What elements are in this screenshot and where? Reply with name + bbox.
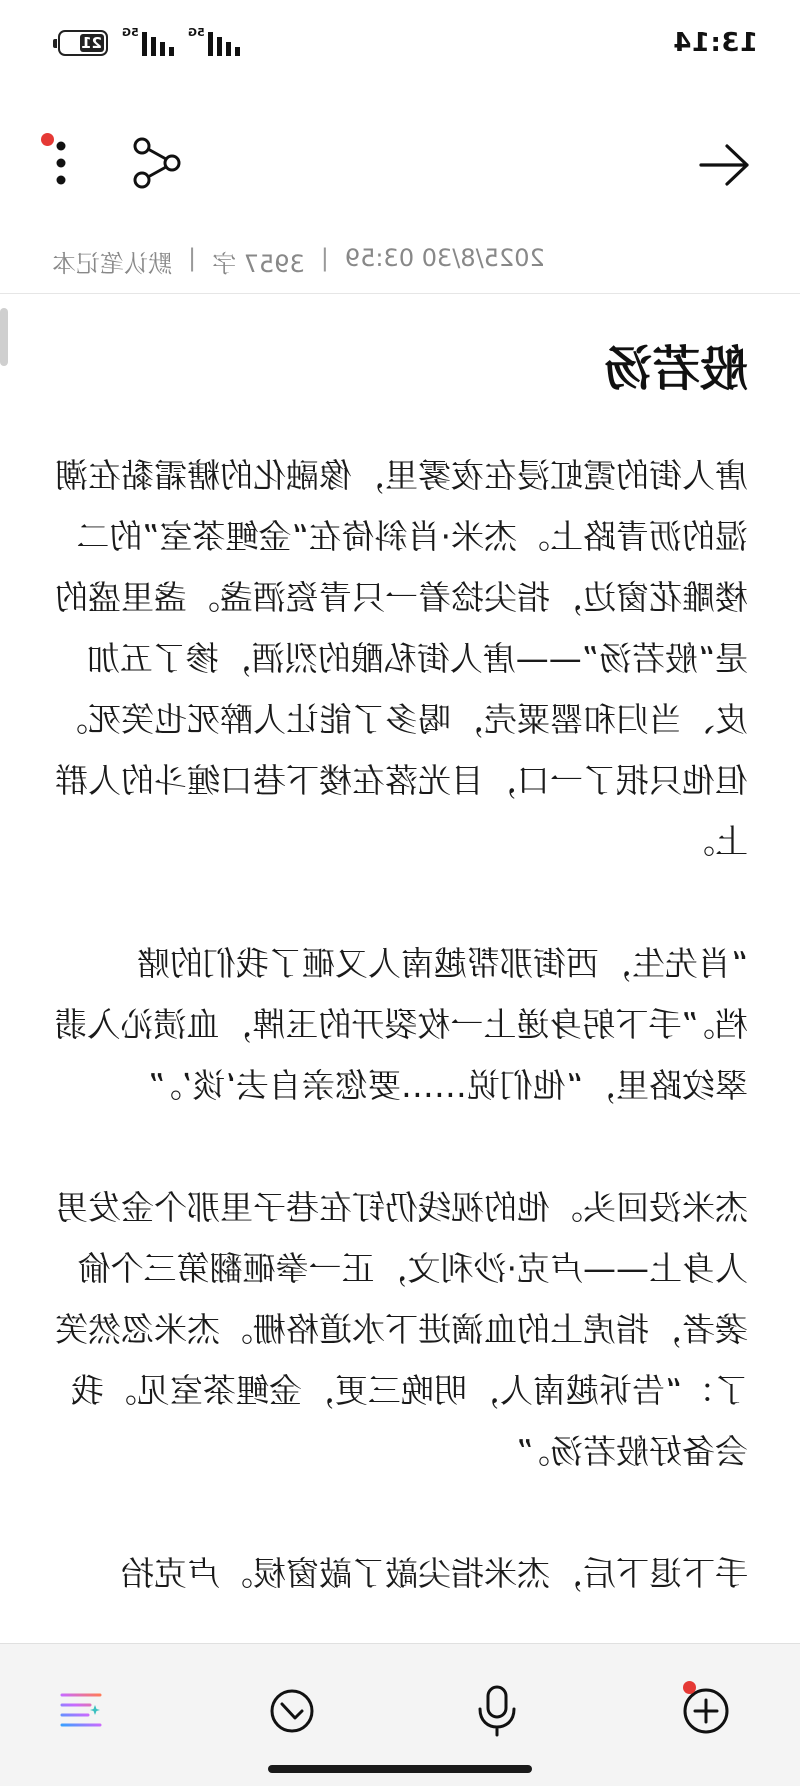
more-vertical-icon: [55, 140, 67, 186]
status-time: 13:14: [672, 28, 758, 58]
note-paragraph: 手下退下后，杰米指尖敲了敲窗棂。卢克抬: [121, 1554, 748, 1593]
note-paragraph: 唐人街的霓虹浸在夜雾里，像融化的糖霜黏在潮湿的沥青路上。杰米·肖斜倚在“金鲤茶室”的二楼雕花窗边，指尖捻着一只青瓷酒盏。盏里盛的是“般若汤”——唐人街私酿的烈酒，掺了五加皮、当归和罂粟壳，喝多了能让人醉死也笑死。但他只抿了一口，目光落在楼下巷口缠斗的人群上。: [55, 456, 748, 861]
more-options-button[interactable]: [26, 128, 96, 198]
note-word-count: 3957 字: [212, 250, 305, 278]
checklist-button[interactable]: [257, 1676, 327, 1746]
note-toolbar: [0, 110, 800, 220]
note-paragraph: 杰米没回头。他的视线仍钉在巷子里那个金发男人身上——卢克·沙利文，正一拳砸翻第三个偷袭者，指虎上的血滴进下水道格栅。杰米忽然笑了：“告诉越南人，明晚三更，金鲤茶室见。我会备好般若汤。”: [55, 1188, 748, 1471]
bottom-toolbar: [0, 1643, 800, 1786]
battery-level: 21: [81, 34, 102, 52]
status-bar: [0, 0, 800, 90]
ai-sparkle-list-icon: [58, 1691, 102, 1731]
home-indicator[interactable]: [268, 1765, 532, 1773]
meta-separator: |: [188, 244, 197, 272]
signal-icon: [188, 26, 240, 56]
forward-arrow-button[interactable]: [690, 130, 760, 200]
note-title[interactable]: 般若汤: [603, 341, 748, 397]
share-button[interactable]: [122, 128, 192, 198]
network-type-label-secondary: 5G: [122, 26, 139, 39]
system-indicators: [58, 26, 240, 56]
forward-arrow-icon: [699, 143, 751, 187]
notification-dot: [683, 1681, 696, 1694]
note-paragraph: “肖先生，西街那帮越南人又砸了我们的赌档。”手下躬身递上一枚裂开的玉牌，血渍沁入翡翠纹路里，“他们说……要您亲自去‘谈’。”: [54, 944, 748, 1105]
notification-dot: [41, 133, 54, 146]
note-datetime: 2025/8/30 03:59: [344, 244, 545, 272]
signal-icon-secondary: [122, 26, 174, 56]
add-icon: [682, 1687, 730, 1735]
note-body[interactable]: [52, 445, 748, 1665]
ai-assistant-button[interactable]: [45, 1676, 115, 1746]
network-type-label: 5G: [188, 26, 205, 39]
battery-icon: [58, 30, 108, 56]
note-meta: [52, 244, 545, 279]
voice-input-button[interactable]: [462, 1676, 532, 1746]
scrollbar-thumb[interactable]: [0, 308, 8, 366]
meta-separator: |: [320, 244, 329, 272]
add-button[interactable]: [671, 1676, 741, 1746]
divider: [0, 293, 800, 294]
microphone-icon: [477, 1685, 517, 1737]
notebook-name[interactable]: 默认笔记本: [52, 250, 172, 278]
share-icon: [132, 137, 182, 189]
checklist-icon: [269, 1688, 315, 1734]
